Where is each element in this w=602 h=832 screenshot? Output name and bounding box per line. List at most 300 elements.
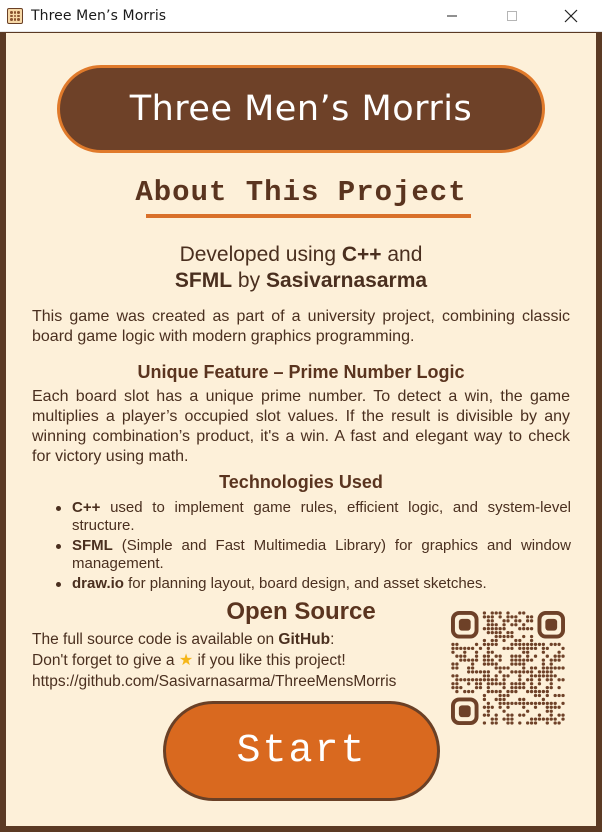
qr-module [463,651,466,654]
qr-module [514,623,517,626]
qr-module [487,710,490,713]
qr-module [475,678,478,681]
window-titlebar[interactable] [0,0,602,32]
qr-module [483,662,486,665]
qr-module [467,682,470,685]
maximize-icon [506,10,518,22]
qr-module [546,674,549,677]
qr-module [495,666,498,669]
qr-module [498,635,501,638]
qr-module [550,670,553,673]
github-label: GitHub [278,631,331,648]
qr-module [538,674,541,677]
qr-module [526,721,529,724]
qr-module [487,690,490,693]
qr-module [518,658,521,661]
qr-module [514,690,517,693]
qr-module [534,721,537,724]
qr-module [561,702,564,705]
qr-module [550,666,553,669]
qr-module [550,658,553,661]
qr-module [526,658,529,661]
qr-module [487,670,490,673]
qr-module [483,655,486,658]
qr-module [557,643,560,646]
qr-code-icon[interactable] [451,611,565,725]
qr-module [546,670,549,673]
minimize-icon [446,10,458,22]
title-banner [57,65,545,153]
qr-module [534,690,537,693]
qr-module [546,647,549,650]
qr-module [522,670,525,673]
qr-module [510,655,513,658]
qr-module [471,690,474,693]
qr-module [451,643,454,646]
dev-language: C++ [341,243,382,266]
heading-underline [146,214,471,218]
qr-module [506,611,509,614]
qr-module [491,706,494,709]
qr-module [542,717,545,720]
qr-module [479,647,482,650]
minimize-button[interactable] [429,0,475,32]
qr-module [459,647,462,650]
qr-module [550,702,553,705]
qr-module [514,615,517,618]
qr-module [483,658,486,661]
qr-module [451,686,454,689]
qr-module [495,690,498,693]
qr-module [526,651,529,654]
qr-module [557,686,560,689]
qr-module [534,647,537,650]
qr-module [487,662,490,665]
qr-module [518,643,521,646]
qr-module [557,651,560,654]
qr-module [550,643,553,646]
qr-module [498,631,501,634]
qr-module [542,674,545,677]
qr-module [495,623,498,626]
qr-module [495,662,498,665]
window-title: Three Men’s Morris [31,8,167,24]
qr-module [530,674,533,677]
qr-module [498,627,501,630]
qr-module [546,690,549,693]
qr-module [451,682,454,685]
star-line [32,650,396,671]
qr-module [502,635,505,638]
qr-module [510,702,513,705]
qr-module [550,662,553,665]
tech-name: C++ [72,499,101,516]
qr-module [491,639,494,642]
qr-module [495,721,498,724]
qr-module [526,710,529,713]
qr-module [522,662,525,665]
qr-module [502,623,505,626]
qr-module [510,714,513,717]
qr-finder-center [459,619,471,631]
qr-module [561,678,564,681]
qr-module [467,670,470,673]
qr-module [561,717,564,720]
qr-module [530,666,533,669]
start-label: Start [236,728,367,774]
qr-module [522,682,525,685]
qr-module [518,639,521,642]
qr-module [514,686,517,689]
qr-module [522,651,525,654]
qr-module [534,643,537,646]
qr-module [561,666,564,669]
qr-module [554,706,557,709]
qr-module [502,702,505,705]
maximize-button[interactable] [489,0,535,32]
qr-module [495,631,498,634]
qr-module [530,635,533,638]
qr-module [467,666,470,669]
qr-module [506,619,509,622]
qr-module [498,611,501,614]
qr-module [471,658,474,661]
source-line [32,629,396,650]
qr-module [526,643,529,646]
qr-module [502,717,505,720]
qr-module [491,690,494,693]
qr-module [557,721,560,724]
qr-module [506,615,509,618]
qr-module [514,655,517,658]
qr-module [487,682,490,685]
qr-module [538,643,541,646]
qr-module [530,686,533,689]
qr-module [554,717,557,720]
qr-module [455,678,458,681]
qr-module [561,655,564,658]
qr-module [518,674,521,677]
qr-module [530,690,533,693]
qr-module [557,694,560,697]
qr-module [471,662,474,665]
qr-module [550,717,553,720]
qr-module [502,694,505,697]
qr-module [506,714,509,717]
qr-module [546,666,549,669]
qr-module [451,666,454,669]
qr-module [534,717,537,720]
qr-module [526,655,529,658]
qr-module [483,639,486,642]
qr-module [475,651,478,654]
qr-module [546,655,549,658]
qr-module [451,674,454,677]
dev-library: SFML [174,269,233,292]
app-board-icon [7,8,23,24]
qr-module [491,615,494,618]
qr-module [498,655,501,658]
qr-module [526,690,529,693]
dev-text: by [232,269,266,292]
qr-module [479,686,482,689]
qr-module [491,717,494,720]
qr-module [557,655,560,658]
qr-module [506,702,509,705]
qr-module [510,631,513,634]
qr-module [467,690,470,693]
qr-module [483,611,486,614]
list-item [53,499,571,535]
qr-module [542,690,545,693]
source-text: The full source code is available on [32,631,279,648]
qr-module [487,623,490,626]
qr-module [498,670,501,673]
qr-module [467,678,470,681]
qr-module [522,698,525,701]
qr-module [495,639,498,642]
close-button[interactable] [548,0,594,32]
qr-module [518,655,521,658]
qr-module [514,639,517,642]
dev-author: Sasivarnasarma [265,269,428,292]
qr-module [506,666,509,669]
qr-module [487,627,490,630]
qr-module [451,651,454,654]
qr-module [530,678,533,681]
qr-module [554,694,557,697]
qr-module [495,698,498,701]
qr-module [518,619,521,622]
qr-module [491,619,494,622]
qr-module [475,658,478,661]
qr-module [510,635,513,638]
qr-module [491,643,494,646]
qr-module [510,615,513,618]
qr-module [467,658,470,661]
qr-module [498,706,501,709]
qr-module [546,694,549,697]
qr-module [498,698,501,701]
qr-module [514,702,517,705]
qr-module [526,615,529,618]
qr-module [557,666,560,669]
qr-module [561,647,564,650]
qr-module [518,627,521,630]
qr-module [550,686,553,689]
qr-module [522,666,525,669]
open-source-heading: Open Source [226,598,376,625]
qr-module [495,717,498,720]
qr-module [491,658,494,661]
qr-module [459,678,462,681]
qr-module [491,721,494,724]
qr-module [502,666,505,669]
qr-module [557,678,560,681]
qr-module [463,655,466,658]
qr-module [550,710,553,713]
qr-module [538,694,541,697]
qr-module [534,694,537,697]
qr-module [518,678,521,681]
qr-module [561,694,564,697]
list-item [53,537,571,573]
qr-module [506,647,509,650]
qr-module [542,698,545,701]
qr-module [522,623,525,626]
qr-module [550,706,553,709]
dev-text: and [381,243,423,266]
qr-module [487,702,490,705]
qr-module [502,698,505,701]
qr-module [498,666,501,669]
qr-module [542,651,545,654]
dev-text: Developed using [179,243,342,266]
star-text: Don't forget to give a [32,652,179,669]
qr-module [495,655,498,658]
qr-module [487,678,490,681]
qr-module [542,643,545,646]
qr-module [455,647,458,650]
qr-module [534,655,537,658]
qr-module [475,686,478,689]
qr-module [455,686,458,689]
qr-module [530,717,533,720]
qr-module [467,647,470,650]
qr-module [502,686,505,689]
qr-module [542,702,545,705]
qr-module [530,670,533,673]
qr-module [502,647,505,650]
qr-module [502,710,505,713]
qr-module [510,670,513,673]
qr-module [557,658,560,661]
qr-module [483,643,486,646]
qr-module [471,678,474,681]
qr-module [510,682,513,685]
qr-module [510,658,513,661]
qr-module [557,706,560,709]
qr-module [495,611,498,614]
qr-module [463,678,466,681]
qr-module [495,627,498,630]
qr-module [546,717,549,720]
qr-module [554,655,557,658]
qr-module [471,670,474,673]
technologies-list [53,499,571,593]
qr-module [475,682,478,685]
qr-module [518,662,521,665]
qr-module [518,686,521,689]
qr-module [487,686,490,689]
qr-module [506,694,509,697]
qr-module [534,702,537,705]
qr-module [522,686,525,689]
qr-module [463,658,466,661]
qr-module [534,686,537,689]
qr-module [522,714,525,717]
qr-module [498,658,501,661]
tech-name: draw.io [72,575,124,592]
qr-module [483,627,486,630]
qr-module [498,702,501,705]
qr-module [502,627,505,630]
qr-module [546,702,549,705]
qr-module [510,647,513,650]
qr-module [451,647,454,650]
qr-module [483,721,486,724]
qr-module [538,678,541,681]
star-icon: ★ [178,652,194,669]
qr-module [554,702,557,705]
qr-module [554,643,557,646]
qr-module [522,702,525,705]
qr-module [514,682,517,685]
qr-module [479,670,482,673]
developed-using-line [6,242,596,268]
qr-module [514,643,517,646]
prime-logic-paragraph: Each board slot has a unique prime number. To detect a win, the game multiplies a player’s occupied slot values. If the result is divisible by any winning combination’s product, it's a win. A fast and elegant way to check for victory using math. [32,388,570,465]
qr-module [495,682,498,685]
qr-module [502,674,505,677]
qr-module [491,682,494,685]
qr-module [475,670,478,673]
qr-module [455,643,458,646]
qr-module [530,658,533,661]
qr-module [550,714,553,717]
qr-module [514,619,517,622]
start-button[interactable] [163,701,440,801]
qr-module [522,647,525,650]
repo-url[interactable]: https://github.com/Sasivarnasarma/ThreeMensMorris [32,673,397,690]
qr-module [487,619,490,622]
qr-module [506,674,509,677]
qr-module [498,615,501,618]
qr-finder-center [459,705,471,717]
qr-module [498,690,501,693]
qr-module [550,678,553,681]
qr-module [495,678,498,681]
qr-module [491,627,494,630]
qr-module [530,627,533,630]
qr-module [542,647,545,650]
qr-module [522,635,525,638]
qr-module [475,655,478,658]
tech-desc: (Simple and Fast Multimedia Library) for graphics and window management. [72,537,571,572]
qr-module [530,639,533,642]
about-heading: About This Project [135,176,467,209]
window-frame [0,826,602,832]
qr-module [510,662,513,665]
qr-module [550,674,553,677]
qr-module [510,717,513,720]
qr-module [526,647,529,650]
qr-module [491,678,494,681]
qr-module [483,706,486,709]
qr-module [455,662,458,665]
qr-module [498,694,501,697]
qr-module [487,651,490,654]
qr-finder-center [545,619,557,631]
qr-module [522,658,525,661]
qr-module [538,670,541,673]
qr-module [495,643,498,646]
qr-module [538,717,541,720]
qr-module [459,658,462,661]
qr-module [471,666,474,669]
qr-module [483,694,486,697]
close-icon [564,9,578,23]
